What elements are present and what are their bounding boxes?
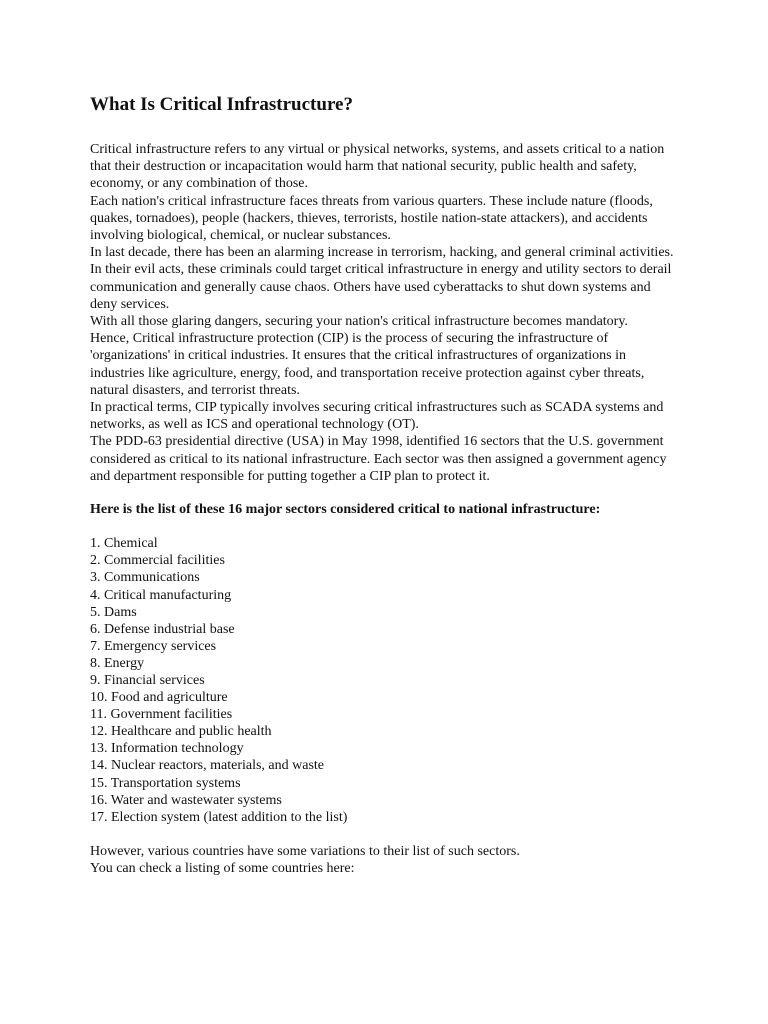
paragraph-country-listing: You can check a listing of some countries here: [90,861,355,877]
paragraph-variations: However, various countries have some variations to their list of such sectors. [90,843,520,859]
list-item: 8. Energy [90,655,145,671]
list-item: 6. Defense industrial base [90,621,235,637]
intro-section [90,141,678,485]
list-item: 15. Transportation systems [90,775,241,791]
sector-list [90,535,678,826]
paragraph-dangers: With all those glaring dangers, securing your nation's critical infrastructure becomes mandatory. [90,314,628,330]
closing-section [90,843,678,877]
paragraph-cip-definition: Hence, Critical infrastructure protection (CIP) is the process of securing the infrastructure of 'organizations' in critical industries. It ensures that the critical infrastructures of organizations in industries like agriculture, energy, food, and transportation receive protection against cyber threats, natural disasters, and terrorist threats. [90,331,645,398]
list-item: 3. Communications [90,570,200,586]
paragraph-threats: Each nation's critical infrastructure faces threats from various quarters. These include nature (floods, quakes, tornadoes), people (hackers, thieves, terrorists, hostile nation-state attackers), and accidents involving biological, chemical, or nuclear substances. [90,193,653,244]
list-item: 14. Nuclear reactors, materials, and waste [90,758,325,774]
list-item: 2. Commercial facilities [90,553,225,569]
sector-list-heading: Here is the list of these 16 major sectors considered critical to national infrastructure: [90,502,601,518]
paragraph-definition: Critical infrastructure refers to any virtual or physical networks, systems, and assets critical to a nation that their destruction or incapacitation would harm that national security, public health and safety, economy, or any combination of those. [90,142,665,192]
list-item: 9. Financial services [90,673,205,689]
list-item: 5. Dams [90,604,137,620]
paragraph-terrorism: In last decade, there has been an alarming increase in terrorism, hacking, and general criminal activities. In their evil acts, these criminals could target critical infrastructure in energy and utility sectors to derail communication and generally cause chaos. Others have used cyberattacks to shut down systems and deny services. [90,245,674,312]
list-item: 1. Chemical [90,536,158,552]
list-item: 7. Emergency services [90,638,217,654]
page-title: What Is Critical Infrastructure? [90,94,353,115]
list-item: 12. Healthcare and public health [90,724,272,740]
paragraph-pdd63: The PDD-63 presidential directive (USA) in May 1998, identified 16 sectors that the U.S. government considered as critical to its national infrastructure. Each sector was then assigned a government agency and department responsible for putting together a CIP plan to protect it. [90,434,667,484]
list-item: 4. Critical manufacturing [90,587,232,603]
list-item: 17. Election system (latest addition to the list) [90,809,348,825]
list-item: 13. Information technology [90,741,244,757]
list-item: 16. Water and wastewater systems [90,792,282,808]
list-item: 11. Government facilities [90,707,233,723]
paragraph-practical-terms: In practical terms, CIP typically involves securing critical infrastructures such as SCADA systems and networks, as well as ICS and operational technology (OT). [90,400,664,433]
list-item: 10. Food and agriculture [90,690,228,706]
